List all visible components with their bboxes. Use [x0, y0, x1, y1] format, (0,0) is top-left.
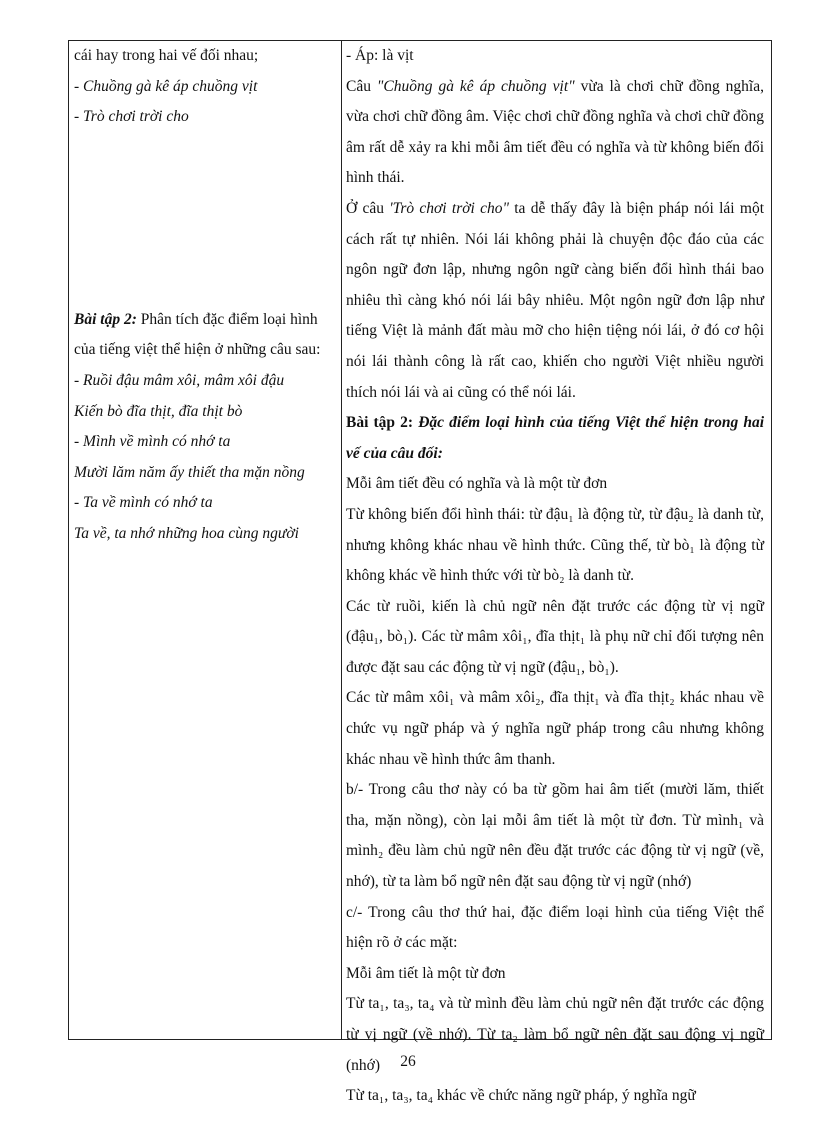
paragraph-9: Mỗi âm tiết là một từ đơn: [346, 964, 506, 982]
left-column: [74, 41, 332, 550]
left-line-2: - Chuồng gà kê áp chuồng vịt: [74, 77, 258, 95]
paragraph-5: Các từ ruồi, kiến là chủ ngữ nên đặt trước các động từ vị ngữ (đậu₁, bò₁). Các từ mâm xôi₁, đĩa thịt₁ là phụ nữ chỉ đối tượng nên được đặt sau các động từ vị ngữ (đậu₁, bò₁).: [346, 597, 764, 676]
paragraph-10: Từ ta₁, ta₃, ta₄ và từ mình đều làm chủ ngữ nên đặt trước các động từ vị ngữ (về nhớ). Từ ta₂ làm bổ ngữ nên đặt sau động vị ngữ (nhớ): [346, 995, 764, 1074]
paragraph-1: Câu "Chuồng gà kê áp chuồng vịt" vừa là chơi chữ đồng nghĩa, vừa chơi chữ đồng âm. Việc chơi chữ đồng nghĩa và chơi chữ đồng âm rất dễ xảy ra khi mỗi âm tiết đều có nghĩa và từ không biến đổi hình thái.: [346, 77, 764, 187]
paragraph-3: Mỗi âm tiết đều có nghĩa và là một từ đơn: [346, 475, 608, 493]
verse-line-4: Mười lăm năm ấy thiết tha mặn nồng: [74, 463, 305, 481]
left-line-3: - Trò chơi trời cho: [74, 108, 189, 126]
verse-line-2: Kiến bò đĩa thịt, đĩa thịt bò: [74, 402, 243, 420]
column-divider: [341, 41, 342, 1039]
verse-line-3: - Mình về mình có nhớ ta: [74, 433, 231, 451]
paragraph-6: Các từ mâm xôi₁ và mâm xôi₂, đĩa thịt₁ và đĩa thịt₂ khác nhau về chức vụ ngữ pháp và ý nghĩa ngữ pháp trong câu nhưng không khác nhau về hình thức âm thanh.: [346, 689, 764, 768]
exercise-2-heading: Bài tập 2: Đặc điểm loại hình của tiếng Việt thể hiện trong hai vế của câu đối:: [346, 414, 764, 462]
paragraph-4: Từ không biến đổi hình thái: từ đậu₁ là động từ, từ đậu₂ là danh từ, nhưng không khác nhau về hình thức. Cũng thế, từ bò₁ là động từ không khác về hình thức với từ bò₂ là danh từ.: [346, 505, 764, 585]
paragraph-7: b/- Trong câu thơ này có ba từ gồm hai âm tiết (mười lăm, thiết tha, mặn nồng), còn lại mỗi âm tiết là một từ đơn. Từ mình₁ và mình₂ đều làm chủ ngữ nên đều đặt trước các động từ vị ngữ (về, nhớ), từ ta làm bổ ngữ nên đặt sau động từ vị ngữ (nhớ): [346, 781, 764, 891]
verse-line-1: - Ruồi đậu mâm xôi, mâm xôi đậu: [74, 371, 285, 389]
page-number: 26: [400, 1053, 416, 1070]
paragraph-2: Ở câu 'Trò chơi trời cho" ta dễ thấy đây là biện pháp nói lái một cách rất tự nhiên. Nói lái không phải là chuyện độc đáo của các ngôn ngữ đơn lập, nhưng ngôn ngữ càng biến đổi hình thái bao nhiêu thì càng khó nói lái bây nhiêu. Một ngôn ngữ đơn lập như tiếng Việt là mảnh đất màu mỡ cho hiện tiệng nói lái, ở đó cơ hội nói lái thành công là rất cao, khiến cho người Việt nhiều người thích nói lái và ai cũng có thể nói lái.: [346, 199, 765, 401]
exercise-2-prompt: Bài tập 2: Phân tích đặc điểm loại hình của tiếng việt thể hiện ở những câu sau:: [74, 310, 321, 359]
verse-line-5: - Ta về mình có nhớ ta: [74, 494, 213, 512]
answer-line: - Áp: là vịt: [346, 47, 414, 64]
paragraph-8: c/- Trong câu thơ thứ hai, đặc điểm loại hình của tiếng Việt thể hiện rõ ở các mặt:: [346, 903, 764, 952]
right-column: [346, 41, 764, 1112]
left-line-1: cái hay trong hai vế đối nhau;: [74, 47, 259, 64]
verse-line-6: Ta về, ta nhớ những hoa cùng người: [74, 524, 299, 542]
paragraph-11: Từ ta₁, ta₃, ta₄ khác về chức năng ngữ pháp, ý nghĩa ngữ: [346, 1087, 696, 1105]
